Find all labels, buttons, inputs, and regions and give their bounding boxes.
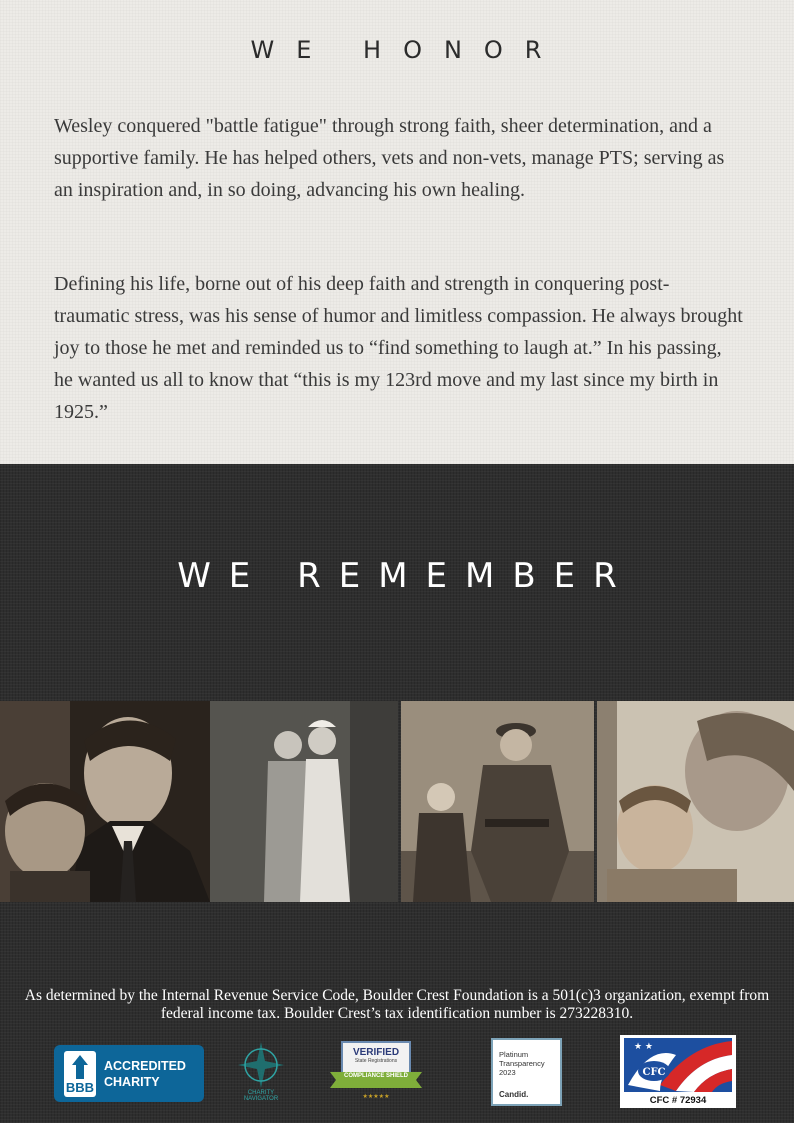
shield-banner-label: COMPLIANCE SHIELD — [343, 1073, 408, 1079]
photo-mother-and-baby — [597, 701, 794, 902]
photo-father-and-son-illustration — [0, 701, 210, 902]
photo-wedding-couple-illustration — [210, 701, 398, 902]
svg-text:★ ★: ★ ★ — [634, 1042, 653, 1052]
honor-paragraph-2: Defining his life, borne out of his deep faith and strength in conquering post-traumatic stress, was his sense of humor and limitless compassion. He always brought joy to those he met and reminded us to “find something to laugh at.” In his passing, he wanted us all to know that “this is my 123rd move and my last since my birth in 1925.” — [54, 273, 743, 423]
cfc-flag-icon — [620, 1035, 736, 1093]
photo-strip — [0, 701, 794, 902]
bbb-torch-icon-shape — [64, 1053, 96, 1083]
compliance-shield-badge — [330, 1040, 422, 1102]
bbb-mark: BBB — [65, 1080, 95, 1095]
photo-officer-and-child — [401, 701, 594, 902]
cfc-badge — [620, 1035, 736, 1108]
charity-navigator-label: CHARITY NAVIGATOR — [243, 1090, 279, 1102]
photo-officer-and-child-illustration — [401, 701, 594, 902]
bbb-accredited-charity-badge — [54, 1045, 204, 1102]
photo-wedding-couple — [210, 701, 398, 902]
bbb-label-line1: ACCREDITED — [104, 1059, 186, 1073]
photo-mother-and-baby-illustration — [597, 701, 794, 902]
charity-navigator-badge — [236, 1040, 286, 1102]
bbb-label-line2: CHARITY — [104, 1075, 160, 1089]
cfc-mark: CFC — [642, 1067, 666, 1078]
compass-star-icon — [236, 1040, 286, 1090]
honor-paragraph-1: Wesley conquered "battle fatigue" through strong faith, sheer determination, and a supportive family. He has helped others, vets and non-vets, manage PTS; serving as an inspiration and, in so doing, advancing his own healing. — [54, 115, 725, 201]
svg-text:★★★★★: ★★★★★ — [362, 1093, 390, 1100]
candid-line1: Platinum — [499, 1050, 529, 1059]
shield-verified-label: VERIFIED — [352, 1047, 400, 1058]
tax-disclaimer: As determined by the Internal Revenue Service Code, Boulder Crest Foundation is a 501(c)3 organization, exempt from federal income tax. Boulder Crest’s tax identification number is 273228310. — [24, 987, 770, 1022]
honor-section — [0, 0, 794, 464]
candid-line3: 2023 — [499, 1068, 516, 1077]
remember-heading: WE REMEMBER — [177, 556, 635, 596]
honor-heading: WE HONOR — [250, 36, 564, 64]
candid-brand: Candid. — [499, 1090, 529, 1099]
cfc-number: CFC # 72934 — [649, 1095, 707, 1106]
candid-transparency-seal — [491, 1038, 562, 1106]
photo-father-and-son — [0, 701, 210, 902]
bbb-torch-icon — [64, 1051, 96, 1097]
shield-sub-label: State Registrations — [354, 1058, 398, 1064]
candid-line2: Transparency — [499, 1059, 545, 1068]
